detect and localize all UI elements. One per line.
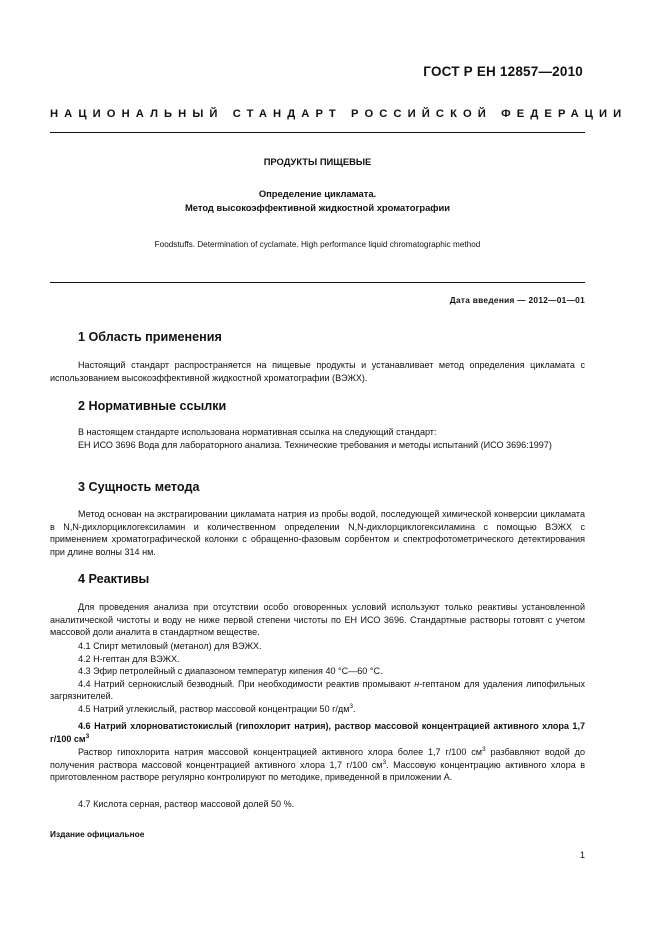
- item-4-5: [50, 703, 585, 716]
- item-4-6-body-b: разбавляют водой до получения раствора массовой концентрацией активного хлора 1,7 г/100 см: [50, 747, 585, 770]
- section-3-heading: 3 Сущность метода: [78, 480, 200, 494]
- item-4-4: [50, 678, 585, 703]
- item-4-5-text: 4.5 Натрий углекислый, раствор массовой концентрации 50 г/дм: [78, 703, 350, 714]
- national-standard-banner: НАЦИОНАЛЬНЫЙ СТАНДАРТ РОССИЙСКОЙ ФЕДЕРАЦИИ: [50, 108, 628, 120]
- title-sub: [50, 187, 585, 215]
- item-4-2: 4.2 Н-гептан для ВЭЖХ.: [78, 653, 180, 664]
- item-4-6-heading: [50, 720, 585, 745]
- item-4-6-text: 4.6 Натрий хлорноватистокислый (гипохлорит натрия), раствор массовой концентрацией активного хлора 1,7 г/100 см: [50, 721, 585, 744]
- document-code: ГОСТ Р ЕН 12857—2010: [423, 64, 583, 79]
- item-4-4-italic-n: н: [414, 678, 420, 689]
- item-4-4-text-a: 4.4 Натрий сернокислый безводный. При необходимости реактив промывают: [78, 678, 415, 689]
- introduction-date: Дата введения — 2012—01—01: [449, 295, 585, 305]
- item-4-6-body-sup2: 3: [382, 758, 387, 766]
- item-4-5-end: .: [353, 703, 356, 714]
- item-4-1: 4.1 Спирт метиловый (метанол) для ВЭЖХ.: [78, 641, 262, 651]
- edition-label: Издание официальное: [50, 829, 145, 839]
- title-sub-line2: Метод высокоэффективной жидкостной хроматографии: [184, 202, 451, 213]
- item-4-7: 4.7 Кислота серная, раствор массовой долей 50 %.: [78, 798, 295, 809]
- item-4-3: 4.3 Эфир петролейный с диапазоном температур кипения 40 °С—60 °С.: [78, 666, 383, 676]
- item-4-5-sup: 3: [349, 702, 354, 710]
- item-4-6-text-body: [50, 746, 585, 784]
- section-2-text: В настоящем стандарте использована нормативная ссылка на следующий стандарт:: [78, 427, 437, 437]
- section-4-intro: Для проведения анализа при отсутствии особо оговоренных условий используют только реактивы установленной аналитической чистоты и воду не ниже первой степени чистоты по ЕН ИСО 3696. Стандартные растворы готовят с учетом массовой доли аналита в стандартном веществе.: [50, 602, 585, 637]
- top-rule: [50, 132, 585, 133]
- section-3-text: Метод основан на экстрагировании цикламата натрия из пробы водой, последующей химической конверсии цикламата в N,N-дихлорциклогексиламин и количественном определении N,N-дихлорциклогексиламина с помощью ВЭЖХ с применением хроматографической колонки с обращенно-фазовым сорбентом и спектрофотометрического детектирования при длине волны 314 нм.: [50, 509, 585, 557]
- section-2-heading: 2 Нормативные ссылки: [78, 399, 227, 413]
- item-4-6-body-a: Раствор гипохлорита натрия массовой концентрацией активного хлора более 1,7 г/100 см: [78, 747, 482, 757]
- section-4-heading: 4 Реактивы: [78, 572, 150, 586]
- title-main: ПРОДУКТЫ ПИЩЕВЫЕ: [263, 156, 372, 167]
- section-1-heading: 1 Область применения: [78, 330, 222, 344]
- item-4-6-body-sup1: 3: [482, 745, 486, 753]
- section-1-text: Настоящий стандарт распространяется на пищевые продукты и устанавливает метод определения цикламата с использованием высокоэффективной жидкостной хроматографии (ВЭЖХ).: [50, 360, 585, 383]
- page-number: 1: [579, 850, 585, 860]
- title-rule: [50, 282, 585, 283]
- item-4-4-text-b: -гептаном для удаления липофильных загрязнителей.: [50, 678, 585, 701]
- title-sub-line1: Определение цикламата.: [258, 188, 377, 199]
- section-2-reference: ЕН ИСО 3696 Вода для лабораторного анализа. Технические требования и методы испытаний (ИСО 3696:1997): [78, 439, 552, 450]
- title-english: Foodstuffs. Determination of cyclamate. High performance liquid chromatographic method: [154, 240, 481, 249]
- item-4-6-sup: 3: [85, 732, 90, 740]
- item-4-6-body-c: . Массовую концентрацию активного хлора в приготовленном растворе регулярно контролируют по методике, приведенной в приложении А.: [50, 759, 586, 782]
